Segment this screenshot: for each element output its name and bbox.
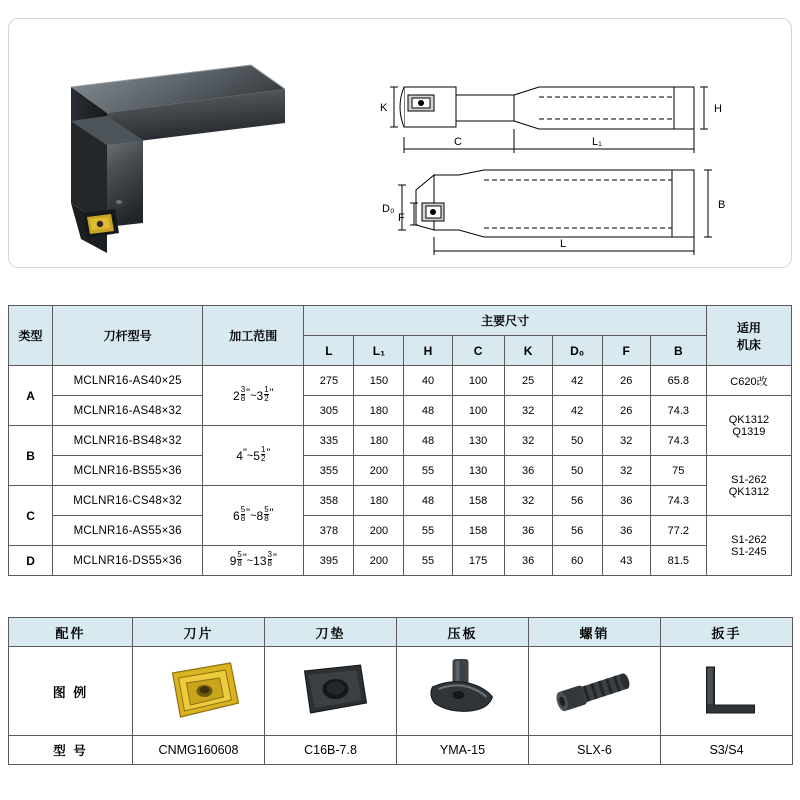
table-row xyxy=(9,546,792,576)
range-fraction-1: $\frac{5}{8}$ xyxy=(237,549,242,568)
cell-type: A xyxy=(9,366,53,426)
cell-K: 36 xyxy=(504,456,552,486)
cell-C: 100 xyxy=(452,396,504,426)
cell-B: 65.8 xyxy=(650,366,706,396)
cell-F: 32 xyxy=(602,426,650,456)
dim-label-L1: L₁ xyxy=(592,136,602,148)
dim-label-D0: D₀ xyxy=(382,203,395,215)
cell-D0: 50 xyxy=(552,456,602,486)
range-fraction-2: $\frac{5}{8}$ xyxy=(264,504,269,523)
cell-D0: 60 xyxy=(552,546,602,576)
accessories-header-parts: 配件 xyxy=(9,618,133,647)
range-fraction-2: $\frac{1}{2}$ xyxy=(260,444,266,463)
cell-C: 100 xyxy=(452,366,504,396)
header-type: 类型 xyxy=(9,306,53,366)
accessory-model-insert: CNMG160608 xyxy=(133,736,265,765)
machine-line-2: Q1319 xyxy=(732,425,766,438)
header-range: 加工范围 xyxy=(203,306,304,366)
cell-L1: 200 xyxy=(354,456,404,486)
machine-line-1: S1-262 xyxy=(731,533,767,546)
cell-H: 48 xyxy=(404,426,452,456)
header-machine-line1: 适用 xyxy=(736,320,761,335)
cell-L1: 180 xyxy=(354,486,404,516)
table-header-row-1 xyxy=(9,306,792,336)
cell-H: 55 xyxy=(404,456,452,486)
range-whole-2: 3 xyxy=(256,388,264,403)
accessory-model-wrench: S3/S4 xyxy=(661,736,793,765)
accessories-header-insert: 刀片 xyxy=(133,618,265,647)
cell-range: 9 $\frac{5}{8}$ "~13 $\frac{3}{8}$ " xyxy=(203,546,304,576)
cell-C: 175 xyxy=(452,546,504,576)
range-whole-1: 9 xyxy=(229,553,237,568)
range-fraction-1: $\frac{3}{8}$ xyxy=(240,384,246,403)
table-row xyxy=(9,456,792,486)
header-machine xyxy=(706,306,791,366)
header-dim-K: K xyxy=(504,336,552,366)
cell-D0: 56 xyxy=(552,486,602,516)
dim-label-H: H xyxy=(714,103,722,115)
insert-icon xyxy=(133,647,265,736)
dim-label-B: B xyxy=(718,199,726,211)
cell-model: MCLNR16-BS55×36 xyxy=(53,456,203,486)
cell-range: 6 $\frac{5}{8}$ "~8 $\frac{5}{8}$ " xyxy=(203,486,304,546)
cell-L: 395 xyxy=(304,546,354,576)
specification-table xyxy=(8,305,792,576)
header-dim-C: C xyxy=(452,336,504,366)
clamp-icon xyxy=(397,647,529,736)
accessory-model-shim: C16B-7.8 xyxy=(265,736,397,765)
cell-model: MCLNR16-DS55×36 xyxy=(53,546,203,576)
range-whole-2: 5 xyxy=(253,448,260,463)
machine-line-1: QK1312 xyxy=(728,413,770,426)
cell-L1: 200 xyxy=(354,546,404,576)
cell-F: 36 xyxy=(602,516,650,546)
cell-D0: 56 xyxy=(552,516,602,546)
cell-model: MCLNR16-AS40×25 xyxy=(53,366,203,396)
header-dim-L: L xyxy=(304,336,354,366)
header-main-dimensions: 主要尺寸 xyxy=(304,306,706,336)
accessories-header-wrench: 扳手 xyxy=(661,618,793,647)
header-dim-D0: D₀ xyxy=(552,336,602,366)
cell-C: 158 xyxy=(452,516,504,546)
accessory-model-screw: SLX-6 xyxy=(529,736,661,765)
cell-H: 48 xyxy=(404,396,452,426)
machine-line-2: S1-245 xyxy=(731,545,767,558)
cell-B: 74.3 xyxy=(650,486,706,516)
wrench-icon xyxy=(661,647,793,736)
cell-range: 4"~5 $\frac{1}{2}$ " xyxy=(203,426,304,486)
accessory-model-clamp: YMA-15 xyxy=(397,736,529,765)
cell-F: 43 xyxy=(602,546,650,576)
cell-K: 32 xyxy=(504,426,552,456)
dim-label-L: L xyxy=(560,238,567,250)
cell-model: MCLNR16-AS55×36 xyxy=(53,516,203,546)
table-row xyxy=(9,426,792,456)
cell-type: B xyxy=(9,426,53,486)
cell-K: 32 xyxy=(504,396,552,426)
range-whole-1: 2 xyxy=(233,388,240,403)
cell-C: 158 xyxy=(452,486,504,516)
cell-H: 40 xyxy=(404,366,452,396)
cell-H: 55 xyxy=(404,516,452,546)
header-dim-B: B xyxy=(650,336,706,366)
accessories-model-row xyxy=(9,736,793,765)
cell-type: D xyxy=(9,546,53,576)
cell-D0: 50 xyxy=(552,426,602,456)
accessories-header-clamp: 压板 xyxy=(397,618,529,647)
cell-K: 25 xyxy=(504,366,552,396)
cell-B: 74.3 xyxy=(650,426,706,456)
illustration-panel xyxy=(8,18,792,268)
accessories-legend-row xyxy=(9,647,793,736)
range-whole-1: 6 xyxy=(233,508,240,523)
cell-B: 77.2 xyxy=(650,516,706,546)
dim-label-F: F xyxy=(398,212,405,224)
cell-K: 36 xyxy=(504,516,552,546)
accessories-header-screw: 螺销 xyxy=(529,618,661,647)
accessories-header-shim: 刀垫 xyxy=(265,618,397,647)
cell-L1: 180 xyxy=(354,396,404,426)
accessories-header-row xyxy=(9,618,793,647)
dim-label-C: C xyxy=(454,136,462,148)
cell-K: 32 xyxy=(504,486,552,516)
machine-line-2: QK1312 xyxy=(728,485,770,498)
cell-K: 36 xyxy=(504,546,552,576)
cell-H: 55 xyxy=(404,546,452,576)
range-whole-1: 4 xyxy=(236,448,243,463)
cell-L1: 180 xyxy=(354,426,404,456)
range-whole-2: 13 xyxy=(253,553,267,568)
range-fraction-1: $\frac{5}{8}$ xyxy=(240,504,246,523)
tool-holder-dimension-drawings xyxy=(364,25,784,261)
cell-D0: 42 xyxy=(552,366,602,396)
cell-D0: 42 xyxy=(552,396,602,426)
lathe-tool-holder-3d-view xyxy=(23,27,353,259)
cell-machine xyxy=(706,396,791,456)
cell-machine xyxy=(706,516,791,576)
cell-L1: 200 xyxy=(354,516,404,546)
table-row xyxy=(9,486,792,516)
cell-F: 26 xyxy=(602,366,650,396)
range-fraction-2: $\frac{3}{8}$ xyxy=(267,549,272,568)
accessories-legend-label: 图 例 xyxy=(9,647,133,736)
cell-type: C xyxy=(9,486,53,546)
cell-F: 32 xyxy=(602,456,650,486)
cell-B: 81.5 xyxy=(650,546,706,576)
screw-icon xyxy=(529,647,661,736)
cell-model: MCLNR16-AS48×32 xyxy=(53,396,203,426)
range-whole-2: 8 xyxy=(256,508,264,523)
cell-B: 75 xyxy=(650,456,706,486)
cell-L: 335 xyxy=(304,426,354,456)
shim-icon xyxy=(265,647,397,736)
cell-model: MCLNR16-BS48×32 xyxy=(53,426,203,456)
cell-model: MCLNR16-CS48×32 xyxy=(53,486,203,516)
machine-line-1: S1-262 xyxy=(731,473,767,486)
cell-machine: C620改 xyxy=(706,366,791,396)
cell-B: 74.3 xyxy=(650,396,706,426)
header-dim-H: H xyxy=(404,336,452,366)
header-model: 刀杆型号 xyxy=(53,306,203,366)
cell-L: 275 xyxy=(304,366,354,396)
cell-L: 305 xyxy=(304,396,354,426)
accessories-table xyxy=(8,617,793,765)
cell-machine xyxy=(706,456,791,516)
table-row xyxy=(9,366,792,396)
cell-C: 130 xyxy=(452,456,504,486)
cell-F: 26 xyxy=(602,396,650,426)
table-row xyxy=(9,396,792,426)
range-fraction-2: $\frac{1}{2}$ xyxy=(264,384,269,403)
header-dim-L1: L₁ xyxy=(354,336,404,366)
cell-F: 36 xyxy=(602,486,650,516)
cell-L1: 150 xyxy=(354,366,404,396)
accessories-model-label: 型 号 xyxy=(9,736,133,765)
cell-H: 48 xyxy=(404,486,452,516)
cell-L: 378 xyxy=(304,516,354,546)
cell-range: 2 $\frac{3}{8}$ "~3 $\frac{1}{2}$ " xyxy=(203,366,304,426)
header-dim-F: F xyxy=(602,336,650,366)
cell-C: 130 xyxy=(452,426,504,456)
dim-label-K: K xyxy=(380,102,388,114)
header-machine-line2: 机床 xyxy=(736,337,761,352)
cell-L: 355 xyxy=(304,456,354,486)
cell-L: 358 xyxy=(304,486,354,516)
table-row xyxy=(9,516,792,546)
